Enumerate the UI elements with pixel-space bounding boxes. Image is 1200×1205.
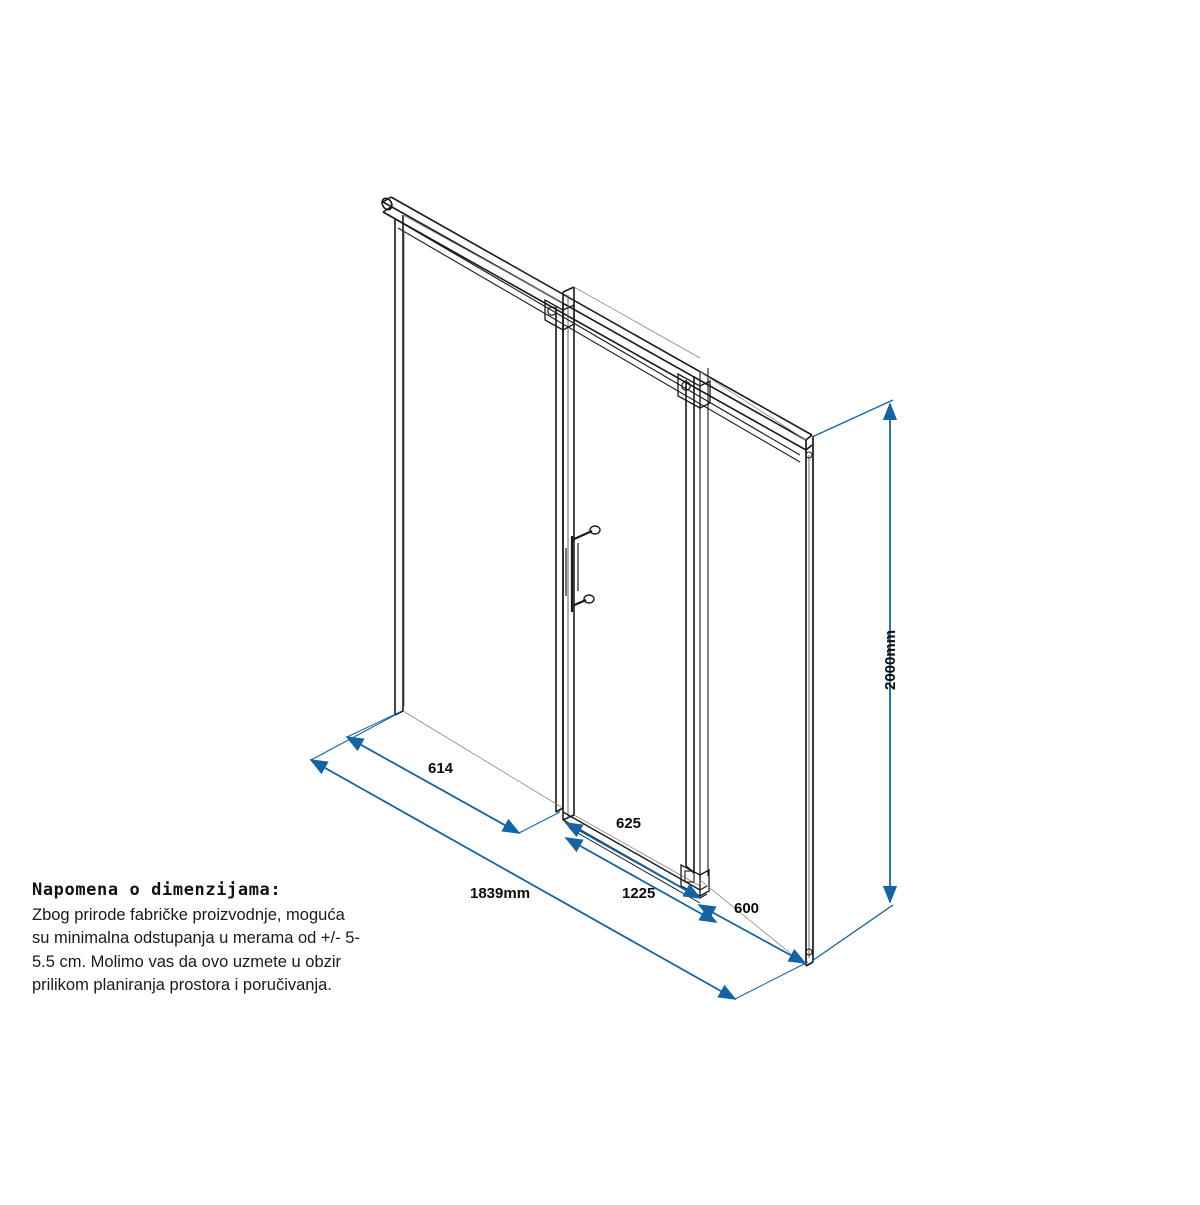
dimension-label-overall-height: 2000mm	[882, 629, 899, 690]
dimension-label-625: 625	[616, 815, 642, 832]
dimension-label-600: 600	[734, 900, 760, 917]
enclosure-geometry	[380, 197, 813, 966]
dim-line-overall-width	[311, 760, 735, 999]
dimension-note	[32, 880, 362, 998]
dimension-label-overall-width: 1839mm	[470, 885, 531, 902]
dimension-label-614: 614	[428, 760, 454, 777]
dimension-note-title: Napomena o dimenzijama:	[32, 880, 282, 900]
dimension-note-body: Zbog prirode fabričke proizvodnje, moguća su minimalna odstupanja u merama od +/- 5-5.5 cm. Molimo vas da ovo uzmete u obzir prilikom planiranja prostora i poručivanja.	[32, 906, 360, 995]
dimension-label-1225: 1225	[622, 885, 656, 902]
dim-line-614	[347, 737, 519, 833]
